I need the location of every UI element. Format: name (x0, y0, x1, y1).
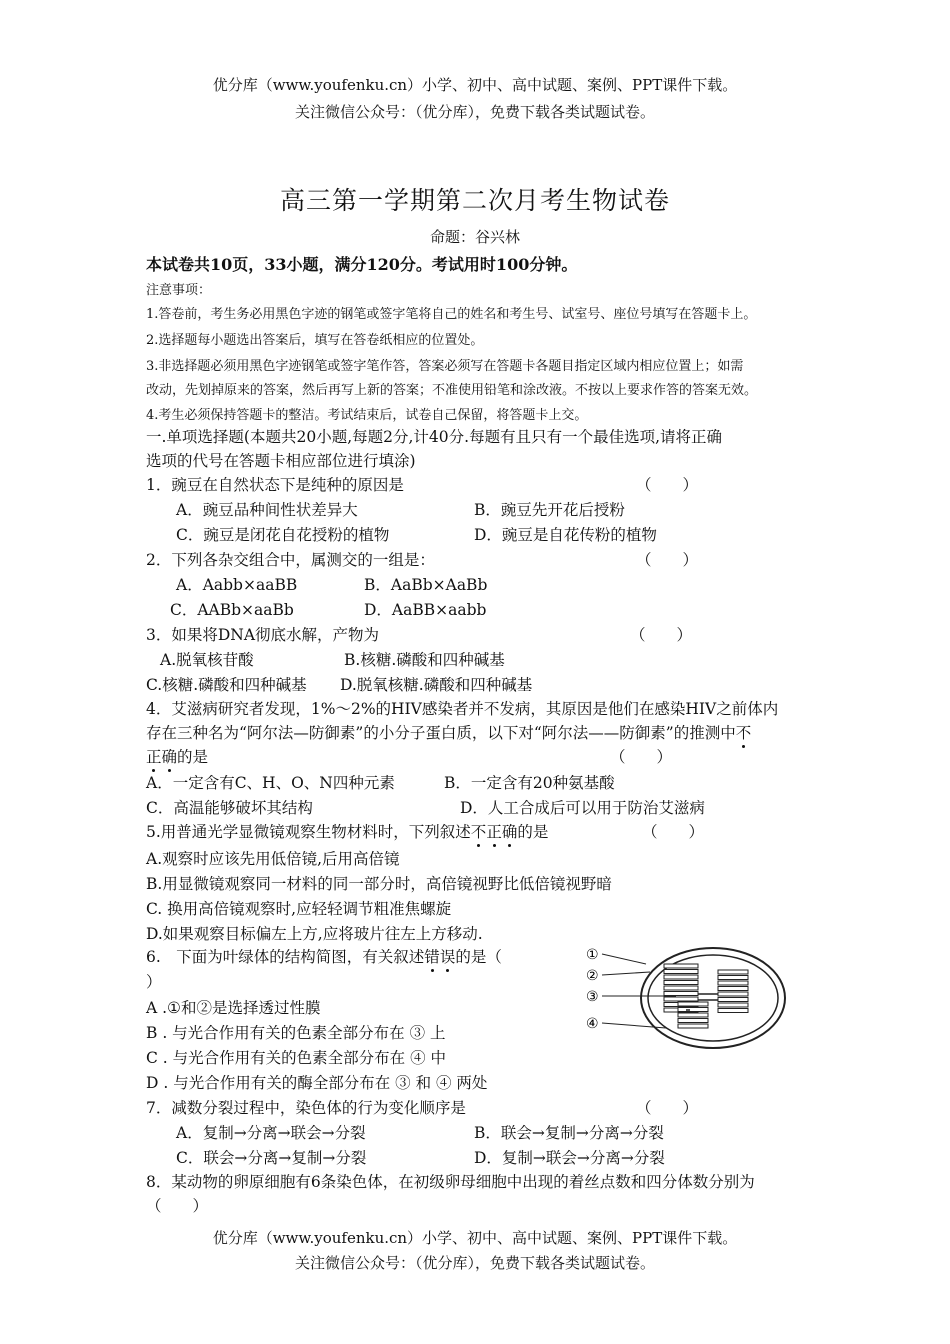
q2-answer-paren: （ ） (636, 551, 699, 569)
q3-stem: 3．如果将DNA彻底水解，产物为 (146, 626, 380, 644)
thylakoid-disc-2-3 (718, 981, 748, 985)
q1-option-b: B．豌豆先开花后授粉 (474, 501, 625, 519)
header-line-2: 关注微信公众号：（优分库），免费下载各类试题试卷。 (294, 103, 655, 121)
q5-option-d: D.如果观察目标偏左上方,应将玻片往左上方移动. (146, 925, 483, 943)
thylakoid-disc-2-2 (718, 976, 748, 980)
q4-option-c: C．高温能够破坏其结构 (146, 799, 313, 817)
q2-option-a: A．Aabb×aaBB (176, 576, 298, 594)
q4-answer-paren: （ ） (610, 748, 673, 766)
q5-option-a: A.观察时应该先用低倍镜,后用高倍镜 (146, 850, 400, 868)
thylakoid-disc-3-4 (678, 1019, 708, 1023)
note-3b: 改动，先划掉原来的答案，然后再写上新的答案；不准使用铅笔和涂改液。不按以上要求作答的答案无效。 (146, 383, 758, 398)
thylakoid-disc-2-6 (718, 998, 748, 1002)
thylakoid-disc-2-4 (718, 987, 748, 991)
q4-stem-line-3 (146, 745, 208, 767)
q6-option-b: B . 与光合作用有关的色素全部分布在 ③ 上 (146, 1024, 446, 1042)
note-2: 2.选择题每小题选出答案后，填写在答卷纸相应的位置处。 (146, 333, 484, 348)
q2-option-c: C．AABb×aaBb (170, 601, 294, 619)
q4-option-b: B．一定含有20种氨基酸 (444, 774, 615, 792)
q4-stem-line-1: 4．艾滋病研究者发现，1%～2%的HIV感染者并不发病，其原因是他们在感染HIV之前体内 (146, 700, 779, 718)
q1-option-a: A．豌豆品种间性状差异大 (176, 501, 358, 519)
q5-emphasis-bu: 不 (471, 820, 487, 842)
exam-intro: 本试卷共10页，33小题，满分120分。考试用时100分钟。 (146, 255, 578, 274)
thylakoid-disc-1-6 (664, 992, 698, 996)
q5-stem (146, 820, 548, 842)
q8-stem: 8．某动物的卵原细胞有6条染色体，在初级卵母细胞中出现的着丝点数和四分体数分别为 (146, 1173, 755, 1191)
leader-line-4 (602, 1023, 666, 1028)
q6-stem-tail: 的是（ (455, 948, 502, 966)
outer-membrane (641, 948, 785, 1048)
footer-line-1: 优分库（www.youfenku.cn）小学、初中、高中试题、案例、PPT课件下载。 (212, 1229, 738, 1247)
diagram-label-3: ③ (586, 989, 599, 1005)
notes-heading: 注意事项： (146, 283, 212, 298)
page-title: 高三第一学期第二次月考生物试卷 (279, 186, 670, 215)
thylakoid-disc-2-7 (718, 1003, 748, 1007)
thylakoid-disc-2-1 (718, 970, 748, 974)
q2-stem: 2．下列各杂交组合中，属测交的一组是： (146, 551, 435, 569)
q6-stem-text: 6. 下面为叶绿体的结构简图，有关叙述 (146, 948, 425, 966)
q7-stem: 7．减数分裂过程中，染色体的行为变化顺序是 (146, 1099, 466, 1117)
q3-option-d: D.脱氧核糖.磷酸和四种碱基 (340, 676, 533, 694)
thylakoid-disc-1-2 (664, 970, 698, 974)
q1-answer-paren: （ ） (636, 476, 699, 494)
q1-option-c: C．豌豆是闭花自花授粉的植物 (176, 526, 390, 544)
diagram-label-4: ④ (586, 1016, 599, 1032)
q5-emphasis-que: 确 (502, 820, 518, 842)
leader-line-2 (602, 972, 650, 975)
header-line-1: 优分库（www.youfenku.cn）小学、初中、高中试题、案例、PPT课件下载。 (212, 76, 738, 94)
thylakoid-disc-2-5 (718, 992, 748, 996)
thylakoid-disc-1-1 (664, 964, 698, 968)
q2-option-b: B．AaBb×AaBb (364, 576, 488, 594)
section-heading-line-2: 选项的代号在答题卡相应部位进行填涂) (146, 452, 416, 470)
q8-answer-paren: （ ） (146, 1197, 209, 1215)
q7-answer-paren: （ ） (636, 1099, 699, 1117)
thylakoid-disc-3-2 (678, 1008, 708, 1012)
q6-option-d: D . 与光合作用有关的酶全部分布在 ③ 和 ④ 两处 (146, 1074, 488, 1092)
q7-option-c: C．联会→分离→复制→分裂 (176, 1149, 367, 1167)
note-1: 1.答卷前，考生务必用黑色字迹的钢笔或签字笔将自己的姓名和考生号、试室号、座位号填写在答题卡上。 (146, 307, 757, 322)
grana-stacks (664, 964, 748, 1028)
thylakoid-disc-2-8 (718, 1009, 748, 1013)
q4-stem-line-3-text: 的是 (177, 748, 209, 766)
q4-stem-line-2-text: 存在三种名为“阿尔法—防御素”的小分子蛋白质，以下对“阿尔法——防御素”的推测中 (146, 724, 736, 742)
q4-emphasis-zheng: 正 (146, 745, 162, 767)
q4-emphasis-bu: 不 (736, 721, 752, 743)
q3-option-b: B.核糖.磷酸和四种碱基 (344, 651, 505, 669)
q6-option-a: A .①和②是选择透过性膜 (146, 999, 321, 1017)
q3-option-a: A.脱氧核苷酸 (160, 651, 254, 669)
thylakoid-disc-1-5 (664, 986, 698, 990)
thylakoid-disc-3-5 (678, 1024, 708, 1028)
thylakoid-disc-3-1 (678, 1002, 708, 1006)
thylakoid-disc-3-3 (678, 1013, 708, 1017)
q5-option-c: C. 换用高倍镜观察时,应轻轻调节粗准焦螺旋 (146, 900, 452, 918)
q4-option-a: A．一定含有C、H、O、N四种元素 (146, 774, 395, 792)
q5-answer-paren: （ ） (642, 823, 705, 841)
q5-stem-tail: 的是 (517, 823, 549, 841)
q7-option-a: A．复制→分离→联会→分裂 (176, 1124, 366, 1142)
note-4: 4.考生必须保持答题卡的整洁。考试结束后，试卷自己保留，将答题卡上交。 (146, 408, 588, 423)
q7-option-d: D．复制→联会→分离→分裂 (474, 1149, 665, 1167)
q4-emphasis-que: 确 (162, 745, 178, 767)
q5-stem-text: 5.用普通光学显微镜观察生物材料时，下列叙述 (146, 823, 471, 841)
diagram-label-2: ② (586, 968, 599, 984)
q7-option-b: B．联会→复制→分离→分裂 (474, 1124, 664, 1142)
q3-answer-paren: （ ） (630, 626, 693, 644)
q4-stem-line-2 (146, 721, 751, 743)
q6-stem (146, 945, 502, 967)
q6-stem-close: ） (146, 973, 162, 991)
q6-emphasis-wu: 误 (440, 945, 456, 967)
leader-line-1 (602, 954, 646, 964)
q1-stem: 1．豌豆在自然状态下是纯种的原因是 (146, 476, 404, 494)
q2-option-d: D．AaBB×aabb (364, 601, 487, 619)
section-heading-line-1: 一.单项选择题(本题共20小题,每题2分,计40分.每题有且只有一个最佳选项,请将正确 (146, 428, 722, 446)
q3-option-c: C.核糖.磷酸和四种碱基 (146, 676, 307, 694)
note-3a: 3.非选择题必须用黑色字迹钢笔或签字笔作答，答案必须写在答题卡各题目指定区域内相应位置上；如需 (146, 359, 744, 374)
q5-option-b: B.用显微镜观察同一材料的同一部分时，高倍镜视野比低倍镜视野暗 (146, 875, 612, 893)
thylakoid-disc-1-3 (664, 975, 698, 979)
diagram-label-1: ① (586, 947, 599, 963)
q6-emphasis-cuo: 错 (424, 945, 440, 967)
q6-option-c: C . 与光合作用有关的色素全部分布在 ④ 中 (146, 1049, 446, 1067)
q5-emphasis-zheng: 正 (486, 820, 502, 842)
q1-option-d: D．豌豆是自花传粉的植物 (474, 526, 657, 544)
footer-line-2: 关注微信公众号：（优分库），免费下载各类试题试卷。 (294, 1254, 655, 1272)
q4-option-d: D．人工合成后可以用于防治艾滋病 (460, 799, 705, 817)
author-line: 命题：谷兴林 (429, 228, 520, 246)
thylakoid-disc-1-4 (664, 981, 698, 985)
chloroplast-diagram (578, 942, 788, 1054)
thylakoid-disc-1-7 (664, 997, 698, 1001)
